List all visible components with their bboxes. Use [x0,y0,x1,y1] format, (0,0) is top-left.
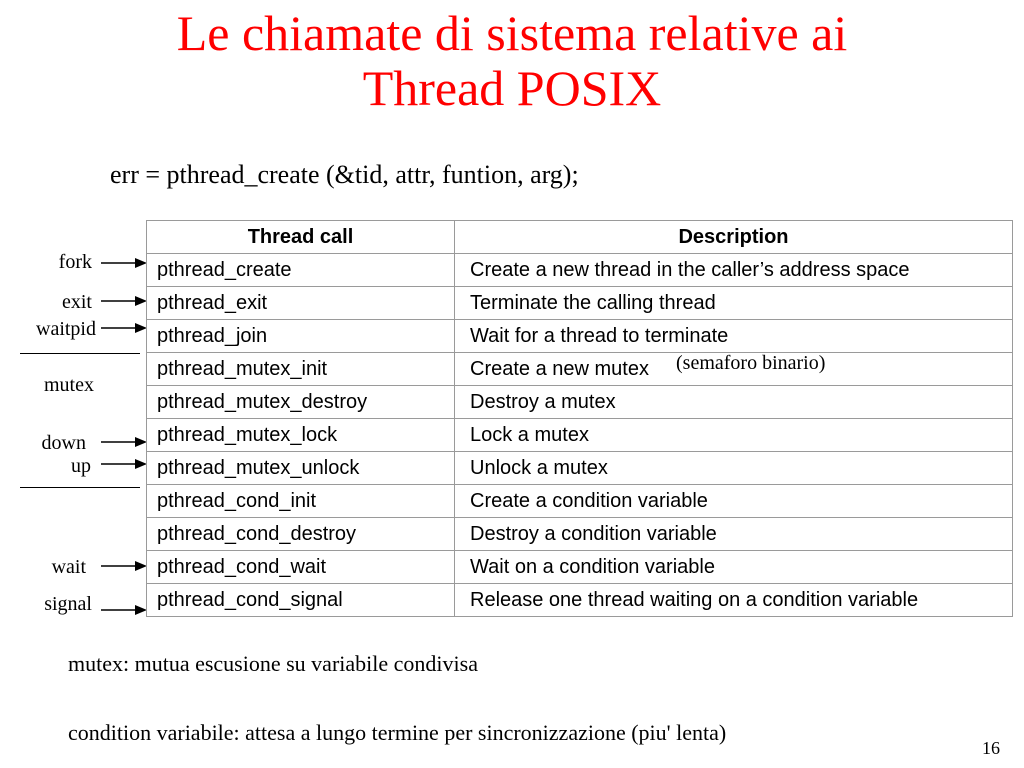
side-label-fork: fork [58,251,92,273]
table-row [147,254,1013,287]
side-label-waitpid: waitpid [36,318,96,340]
thread-call-cell: pthread_mutex_init [147,353,455,386]
thread-call-cell: pthread_cond_init [147,485,455,518]
group-separator [20,487,140,488]
side-label-mutex: mutex [44,374,94,396]
arrow-icon [101,436,147,448]
thread-call-cell: pthread_create [147,254,455,287]
description-cell: Create a new mutex [455,353,1013,386]
thread-call-cell: pthread_mutex_lock [147,419,455,452]
table-row [147,386,1013,419]
description-cell: Destroy a mutex [455,386,1013,419]
table-row [147,287,1013,320]
description-cell: Create a condition variable [455,485,1013,518]
side-label-up: up [71,455,91,477]
thread-call-cell: pthread_cond_destroy [147,518,455,551]
pthread-create-formula: err = pthread_create (&tid, attr, funtion, arg); [110,160,579,189]
description-cell: Terminate the calling thread [455,287,1013,320]
table-row [147,419,1013,452]
thread-call-cell: pthread_cond_wait [147,551,455,584]
table-row [147,551,1013,584]
side-label-signal: signal [44,593,92,615]
arrow-icon [101,458,147,470]
page-number: 16 [982,738,1000,758]
note-condition-variable: condition variabile: attesa a lungo termine per sincronizzazione (piu' lenta) [68,720,727,745]
header-thread-call: Thread call [147,221,455,254]
table-row [147,485,1013,518]
thread-calls-table [146,220,1013,617]
description-cell: Destroy a condition variable [455,518,1013,551]
thread-call-cell: pthread_cond_signal [147,584,455,617]
table-row [147,452,1013,485]
thread-call-cell: pthread_mutex_destroy [147,386,455,419]
arrow-icon [101,295,147,307]
thread-call-cell: pthread_join [147,320,455,353]
slide-title [0,6,1024,116]
table-row [147,320,1013,353]
table-header-row [147,221,1013,254]
semaforo-annotation: (semaforo binario) [676,352,826,374]
arrow-icon [101,604,147,616]
thread-call-cell: pthread_exit [147,287,455,320]
table-row [147,518,1013,551]
header-description: Description [455,221,1013,254]
description-cell: Wait for a thread to terminate [455,320,1013,353]
side-label-down: down [41,432,86,454]
description-cell: Lock a mutex [455,419,1013,452]
description-cell: Wait on a condition variable [455,551,1013,584]
arrow-icon [101,322,147,334]
arrow-icon [101,257,147,269]
description-cell: Create a new thread in the caller’s address space [455,254,1013,287]
description-cell: Unlock a mutex [455,452,1013,485]
note-mutex: mutex: mutua escusione su variabile condivisa [68,651,478,676]
table-row [147,353,1013,386]
side-label-exit: exit [62,291,92,313]
group-separator [20,353,140,354]
side-label-wait: wait [51,556,86,578]
title-line-2: Thread POSIX [362,60,662,116]
arrow-icon [101,560,147,572]
table-row [147,584,1013,617]
description-cell: Release one thread waiting on a condition variable [455,584,1013,617]
title-line-1: Le chiamate di sistema relative ai [176,5,848,61]
thread-call-cell: pthread_mutex_unlock [147,452,455,485]
